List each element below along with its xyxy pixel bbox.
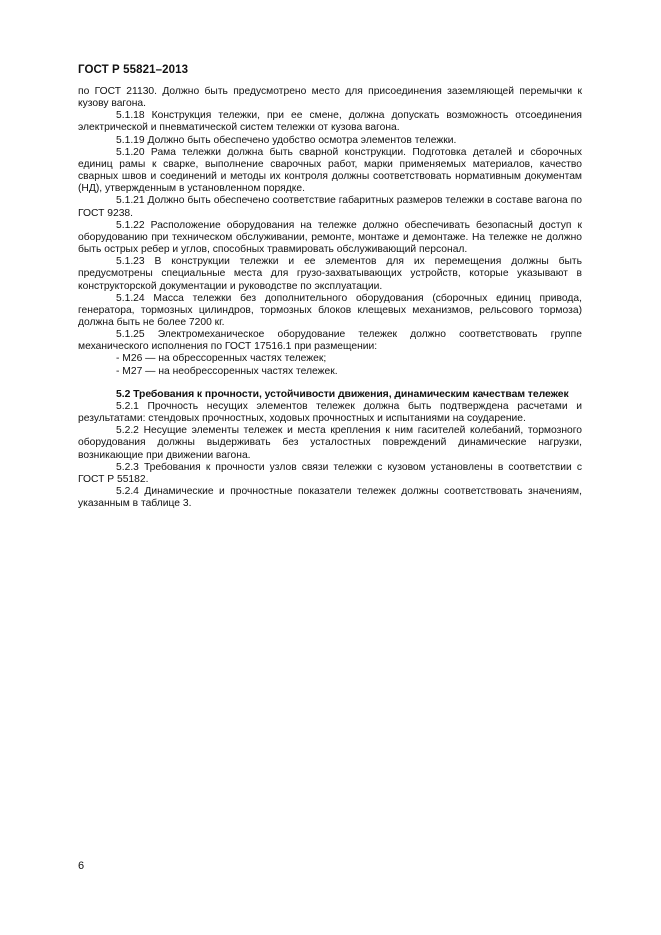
paragraph-5-2-2: 5.2.2 Несущие элементы тележек и места крепления к ним гасителей колебаний, тормозного оборудования должны выдерживать без усталостных повреждений динамические нагрузки, возникающие при движении вагона. bbox=[78, 425, 582, 461]
paragraph-5-1-22: 5.1.22 Расположение оборудования на тележке должно обеспечивать безопасный доступ к оборудованию при техническом обслуживании, ремонте, монтаже и демонтаже. На тележке не должно быть острых ребер и углов, способных травмировать обслуживающий персонал. bbox=[78, 219, 582, 256]
document-body bbox=[78, 86, 582, 510]
page-number: 6 bbox=[78, 860, 85, 872]
paragraph-5-1-24: 5.1.24 Масса тележки без дополнительного оборудования (сборочных единиц привода, генератора, тормозных цилиндров, тормозных блоков клещевых механизмов, рельсового тормоза) должна быть не более 7200 кг. bbox=[78, 292, 582, 328]
paragraph-5-1-23: 5.1.23 В конструкции тележки и ее элементов для их перемещения должны быть предусмотрены специальные места для грузо-захватывающих устройств, которые указывают в конструкторской документации и руководстве по эксплуатации. bbox=[78, 256, 582, 292]
paragraph-5-1-18: 5.1.18 Конструкция тележки, при ее смене, должна допускать возможность отсоединения электрической и пневматической систем тележки от кузова вагона. bbox=[78, 110, 582, 134]
paragraph-5-2-4: 5.2.4 Динамические и прочностные показатели тележек должны соответствовать значениям, указанным в таблице 3. bbox=[78, 486, 582, 510]
paragraph-5-1-21: 5.1.21 Должно быть обеспечено соответствие габаритных размеров тележки в составе вагона по ГОСТ 9238. bbox=[78, 195, 582, 219]
list-item-m26: - М26 — на обрессоренных частях тележек; bbox=[116, 353, 327, 365]
paragraph-5-1-25: 5.1.25 Электромеханическое оборудование тележек должно соответствовать группе механического исполнения по ГОСТ 17516.1 при размещении: bbox=[78, 329, 582, 353]
paragraph-5-1-19: 5.1.19 Должно быть обеспечено удобство осмотра элементов тележки. bbox=[116, 134, 457, 146]
paragraph-continuation: по ГОСТ 21130. Должно быть предусмотрено место для присоединения заземляющей перемычки к кузову вагона. bbox=[78, 86, 582, 110]
section-title-5-2: 5.2 Требования к прочности, устойчивости движения, динамическим качествам тележек bbox=[116, 388, 569, 400]
paragraph-5-2-3: 5.2.3 Требования к прочности узлов связи тележки с кузовом установлены в соответствии с ГОСТ Р 55182. bbox=[78, 461, 582, 485]
list-item-m27: - М27 — на необрессоренных частях тележек. bbox=[116, 365, 338, 377]
document-header-standard-code: ГОСТ Р 55821–2013 bbox=[78, 64, 189, 76]
paragraph-5-2-1: 5.2.1 Прочность несущих элементов тележек должна быть подтверждена расчетами и результатами: стендовых прочностных, ходовых прочностных и испытаниями на соударение. bbox=[78, 400, 582, 425]
paragraph-5-1-20: 5.1.20 Рама тележки должна быть сварной конструкции. Подготовка деталей и сборочных единиц рамы к сварке, выполнение сварочных работ, марки применяемых материалов, качество сварных швов и соединений и методы их контроля должны соответствовать нормативным документам (НД), утвержденным в установленном порядке. bbox=[78, 146, 582, 195]
